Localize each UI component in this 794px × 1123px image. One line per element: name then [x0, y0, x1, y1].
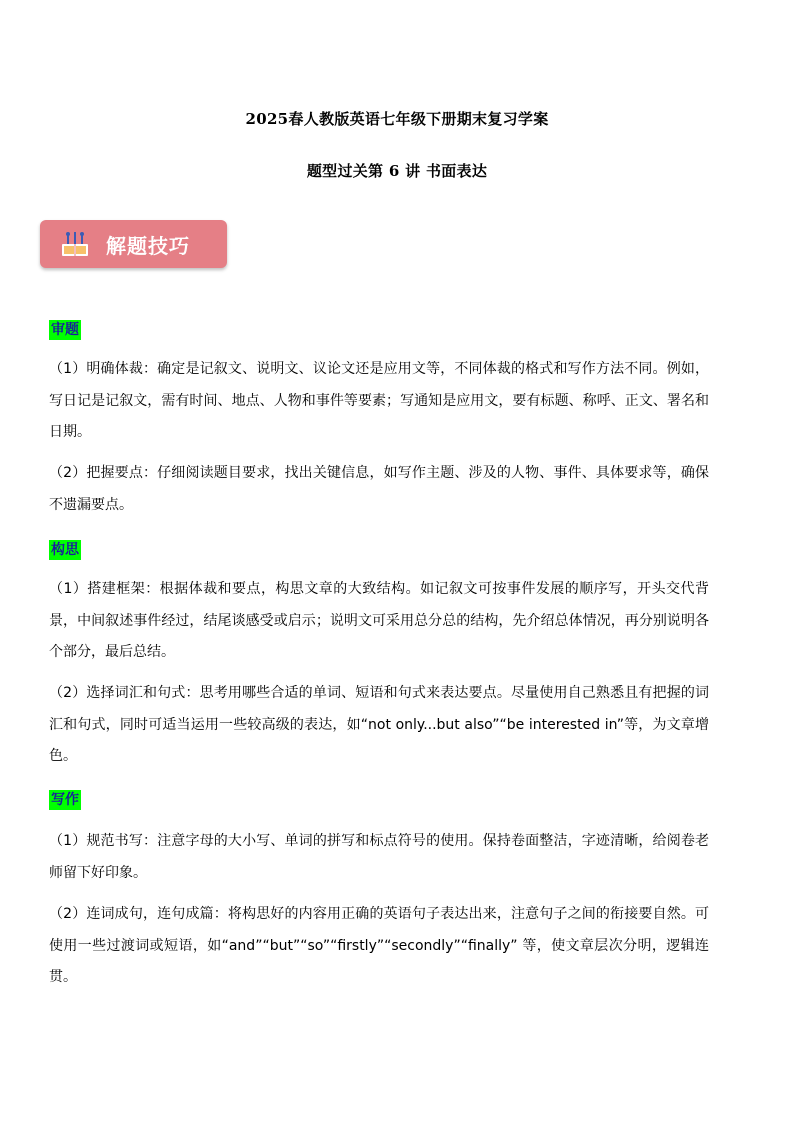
- section-banner: [40, 220, 227, 268]
- document-subtitle: 题型过关第 6 讲 书面表达: [306, 162, 488, 180]
- document-title: 2025春人教版英语七年级下册期末复习学案: [245, 110, 549, 128]
- section-heading-gousi: 构思: [51, 542, 79, 558]
- section-heading-xiezuo: 写作: [51, 792, 79, 808]
- paragraph-6: （2）连词成句，连句成篇：将构思好的内容用正确的英语句子表达出来，注意句子之间的衔接要自然。可使用一些过渡词或短语，如“and”“but”“so”“firstly”“secondly”“finally” 等，使文章层次分明，逻辑连贯。: [49, 906, 709, 985]
- paragraph-3: （1）搭建框架：根据体裁和要点，构思文章的大致结构。如记叙文可按事件发展的顺序写，开头交代背景，中间叙述事件经过，结尾谈感受或启示；说明文可采用总分总的结构，先介绍总体情况，再分别说明各个部分，最后总结。: [49, 581, 709, 660]
- paragraph-5: （1）规范书写：注意字母的大小写、单词的拼写和标点符号的使用。保持卷面整洁，字迹清晰，给阅卷老师留下好印象。: [49, 833, 709, 881]
- book-icon: [60, 230, 90, 258]
- section-heading-shenti: 审题: [51, 322, 79, 338]
- paragraph-2: （2）把握要点：仔细阅读题目要求，找出关键信息，如写作主题、涉及的人物、事件、具体要求等，确保不遗漏要点。: [49, 465, 709, 513]
- paragraph-4: （2）选择词汇和句式：思考用哪些合适的单词、短语和句式来表达要点。尽量使用自己熟悉且有把握的词汇和句式，同时可适当运用一些较高级的表达，如“not only...but also”“be interested in”等，为文章增色。: [49, 685, 709, 764]
- banner-label: 解题技巧: [106, 234, 190, 258]
- paragraph-1: （1）明确体裁：确定是记叙文、说明文、议论文还是应用文等，不同体裁的格式和写作方法不同。例如，写日记是记叙文，需有时间、地点、人物和事件等要素；写通知是应用文，要有标题、称呼、正文、署名和日期。: [49, 361, 709, 440]
